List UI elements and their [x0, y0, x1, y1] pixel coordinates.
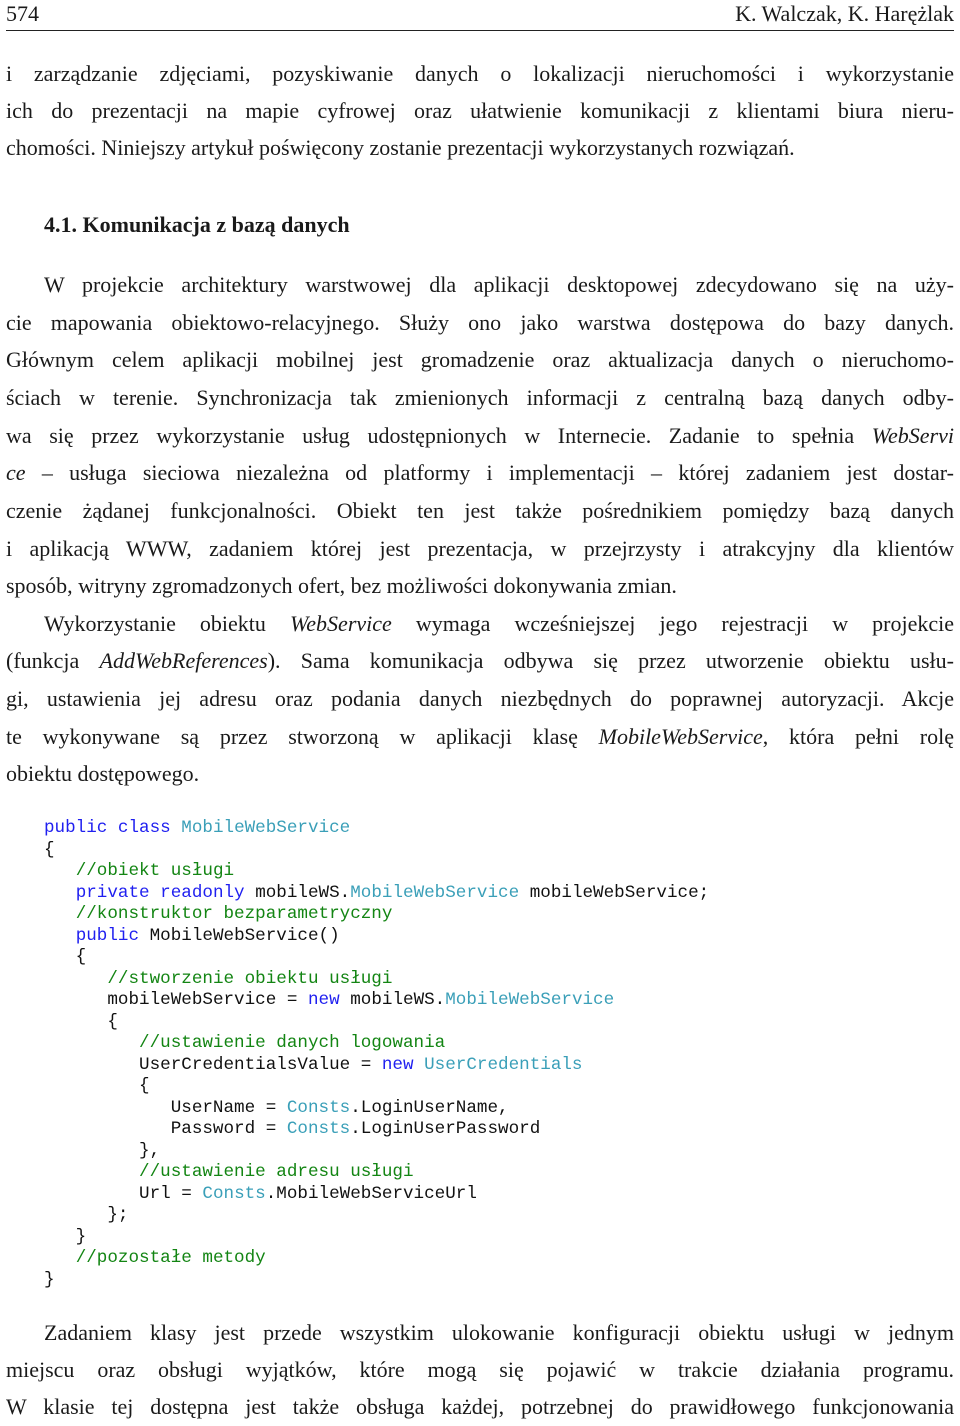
term-mobilewebservice: MobileWebService: [598, 724, 763, 749]
paragraph-line: ce – usługa sieciowa niezależna od platformy i implementacji – której zadaniem jest dostar-: [6, 460, 954, 485]
section-heading: 4.1. Komunikacja z bazą danych: [44, 212, 350, 237]
paragraph-line: te wykonywane są przez stworzoną w aplikacji klasę MobileWebService, która pełni rolę: [6, 724, 954, 749]
code-listing: public class MobileWebService { //obiekt usługi private readonly mobileWS.MobileWebService mobileWebService; //konstruktor bezparametryczny public MobileWebService() { //stworzenie obiektu usługi mobileWebService = new mobileWS.MobileWebService { //ustawienie danych logowania UserCredentialsValue = new UserCredentials { UserName = Consts.LoginUserName, Password = Consts.LoginUserPassword }, //ustawienie adresu usługi Url = Consts.MobileWebServiceUrl }; } //pozostałe metody }: [44, 818, 710, 1290]
page-number: 574: [6, 1, 39, 26]
paragraph-line: miejscu oraz obsługi wyjątków, które mogą się pojawić w trakcie działania programu.: [6, 1357, 954, 1382]
paragraph-line: (funkcja AddWebReferences). Sama komunikacja odbywa się przez utworzenie obiektu usłu-: [6, 648, 954, 673]
paragraph-line: W klasie tej dostępna jest także obsługa każdej, potrzebnej do prawidłowego funkcjonowania: [6, 1394, 954, 1419]
paragraph-line: ściach w terenie. Synchronizacja tak zmienionych informacji z centralną bazą danych odby-: [6, 385, 954, 410]
paragraph-line: i aplikacją WWW, zadaniem której jest prezentacja, w przejrzysty i atrakcyjny dla klientów: [6, 536, 954, 561]
paragraph-line: gi, ustawienia jej adresu oraz podania danych niezbędnych do poprawnej autoryzacji. Akcje: [6, 686, 954, 711]
intro-line: i zarządzanie zdjęciami, pozyskiwanie danych o lokalizacji nieruchomości i wykorzystanie: [6, 61, 954, 86]
paragraph-line: czenie żądanej funkcjonalności. Obiekt ten jest także pośrednikiem pomiędzy bazą danych: [6, 498, 954, 523]
paragraph-line: wa się przez wykorzystanie usług udostępnionych w Internecie. Zadanie to spełnia WebServi: [6, 423, 954, 448]
intro-line: ich do prezentacji na mapie cyfrowej oraz ułatwienie komunikacji z klientami biura nieru-: [6, 98, 954, 123]
paragraph-line: Głównym celem aplikacji mobilnej jest gromadzenie oraz aktualizacja danych o nieruchomo-: [6, 347, 954, 372]
running-header-authors: K. Walczak, K. Harężlak: [735, 1, 954, 26]
paragraph-line: obiektu dostępowego.: [6, 761, 200, 786]
paragraph-line: sposób, witryny zgromadzonych ofert, bez możliwości dokonywania zmian.: [6, 573, 677, 598]
paragraph-line: W projekcie architektury warstwowej dla aplikacji desktopowej zdecydowano się na uży-: [44, 272, 954, 297]
paragraph-line: cie mapowania obiektowo-relacyjnego. Służy ono jako warstwa dostępowa do bazy danych.: [6, 310, 954, 335]
intro-line: chomości. Niniejszy artykuł poświęcony zostanie prezentacji wykorzystanych rozwiązań.: [6, 135, 795, 160]
paragraph-line: Zadaniem klasy jest przede wszystkim ulokowanie konfiguracji obiektu usługi w jednym: [44, 1320, 954, 1345]
paragraph-line: Wykorzystanie obiektu WebService wymaga wcześniejszej jego rejestracji w projekcie: [44, 611, 955, 636]
term-webservice: WebService: [289, 611, 392, 636]
term-webservice: WebServi: [871, 423, 954, 448]
running-header: [6, 0, 954, 31]
term-webservice: ce: [6, 460, 26, 485]
term-addwebreferences: AddWebReferences: [99, 648, 268, 673]
